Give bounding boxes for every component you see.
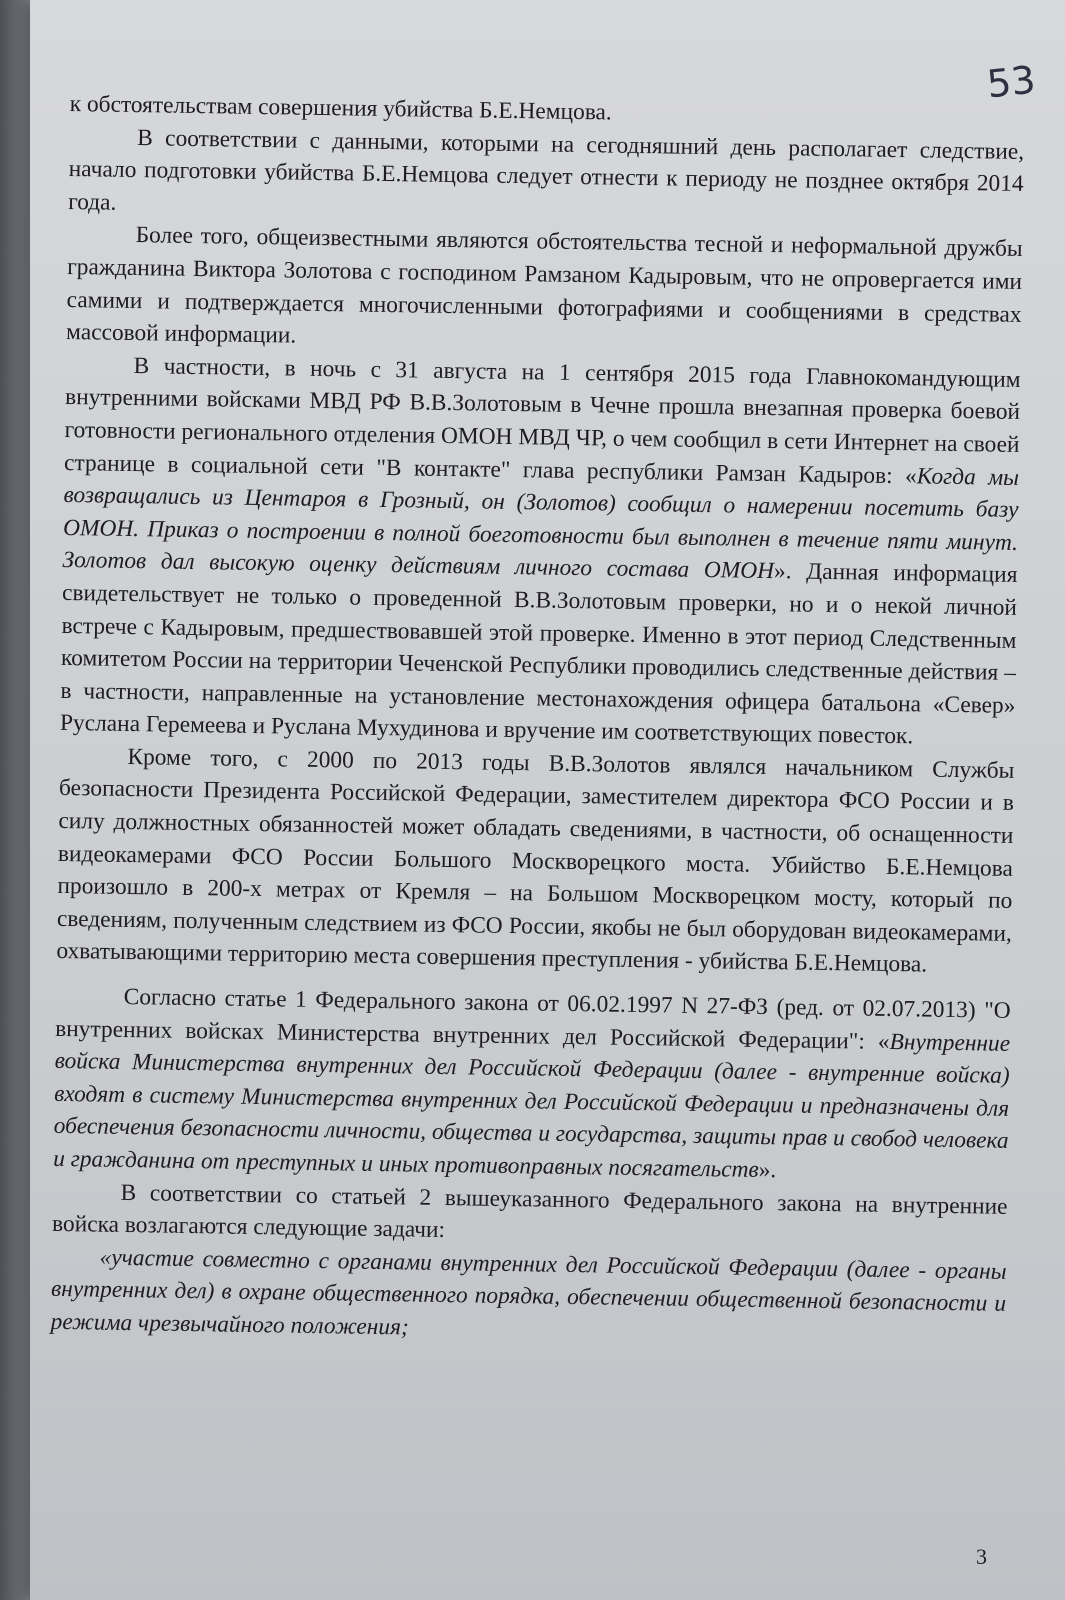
text-run: ». (758, 1156, 777, 1184)
paragraph-6 (53, 980, 1011, 1191)
document-body (50, 88, 1025, 1353)
paragraph-2 (68, 121, 1024, 234)
handwritten-page-note: 53 (984, 57, 1038, 107)
text-run: Согласно статье 1 Федерального закона от 06.02.1997 N 27-ФЗ (ред. от 02.07.2013) "О внутренних войсках Министерства внутренних дел Российской Федерации": « (55, 983, 1011, 1055)
page-number: 3 (976, 1544, 987, 1569)
text-run: Более того, общеизвестными являются обстоятельства тесной и неформальной дружбы гражданина Виктора Золотова с господином Рамзаном Кадыровым, что не опровергается ими самими и подтверждается многочисленными фотографиями и сообщениями в средствах массовой информации. (65, 222, 1023, 349)
paragraph-8 (50, 1241, 1006, 1354)
quote-run: Внутренние войска Министерства внутренних дел Российской Федерации (далее - внутренние войска) входят в систему Министерства внутренних дел Российской Федерации и предназначены для обеспечения безопасности личности, общества и государства, защиты прав и свобод человека и гражданина от преступных и иных противоправных посягательств (52, 1028, 1011, 1183)
quote-run: «участие совместно с органами внутренних дел Российской Федерации (далее - органы внутренних дел) в охране общественного порядка, обеспечении общественной безопасности и режима чрезвычайного положения; (50, 1244, 1007, 1341)
quote-run: Когда мы возвращались из Центароя в Грозный, он (Золотов) сообщил о намерении посетить базу ОМОН. Приказ о построении в полной боеготовности был выполнен в течение пяти минут. Золотов дал высокую оценку действиям личного состава ОМОН (62, 462, 1020, 585)
text-run: ». Данная информация свидетельствует не только о проведенной В.В.Золотовым проверки, но и о некой личной встрече с Кадыровым, предшествовавшей этой проверке. Именно в этот период Следственным комитетом России на территории Чеченской Республики проводились следственные действия – в частности, направленные на установление местонахождения офицера батальона «Север» Руслана Геремеева и Руслана Мухудинова и вручение им соответствующих повесток. (59, 558, 1018, 750)
text-run: В частности, в ночь с 31 августа на 1 сентября 2015 года Главнокомандующим внутренними войсками МВД РФ В.В.Золотовым в Чечне прошла внезапная проверка боевой готовности регионального отделения ОМОН МВД ЧР, о чем сообщил в сети Интернет на своей странице в социальной сети "В контакте" глава республики Рамзан Кадыров: « (63, 352, 1021, 489)
text-run: В соответствии с данными, которыми на сегодняшний день располагает следствие, начало подготовки убийства Б.Е.Немцова следует отнести к периоду не позднее октября 2014 года. (68, 124, 1025, 216)
paragraph-3 (66, 218, 1023, 363)
paragraph-4 (60, 349, 1021, 755)
text-run: к обстоятельствам совершения убийства Б.Е.Немцова. (69, 90, 612, 126)
paragraph-5 (56, 740, 1014, 983)
document-page (30, 0, 1065, 1600)
text-run: В соответствии со статьей 2 вышеуказанного Федерального закона на внутренние войска возлагаются следующие задачи: (51, 1179, 1008, 1244)
text-run: Кроме того, с 2000 по 2013 годы В.В.Золотов являлся начальником Службы безопасности Президента Российской Федерации, заместителем директора ФСО России и в силу должностных обязанностей может обладать сведениями, в частности, об оснащенности видеокамерами ФСО России Большого Москворецкого моста. Убийство Б.Е.Немцова произошло в 200-х метрах от Кремля – на Большом Москворецком мосту, который по сведениям, полученным следствием из ФСО России, якобы не был оборудован видеокамерами, охватывающими территорию места совершения преступления - убийства Б.Е.Немцова. (56, 743, 1015, 979)
